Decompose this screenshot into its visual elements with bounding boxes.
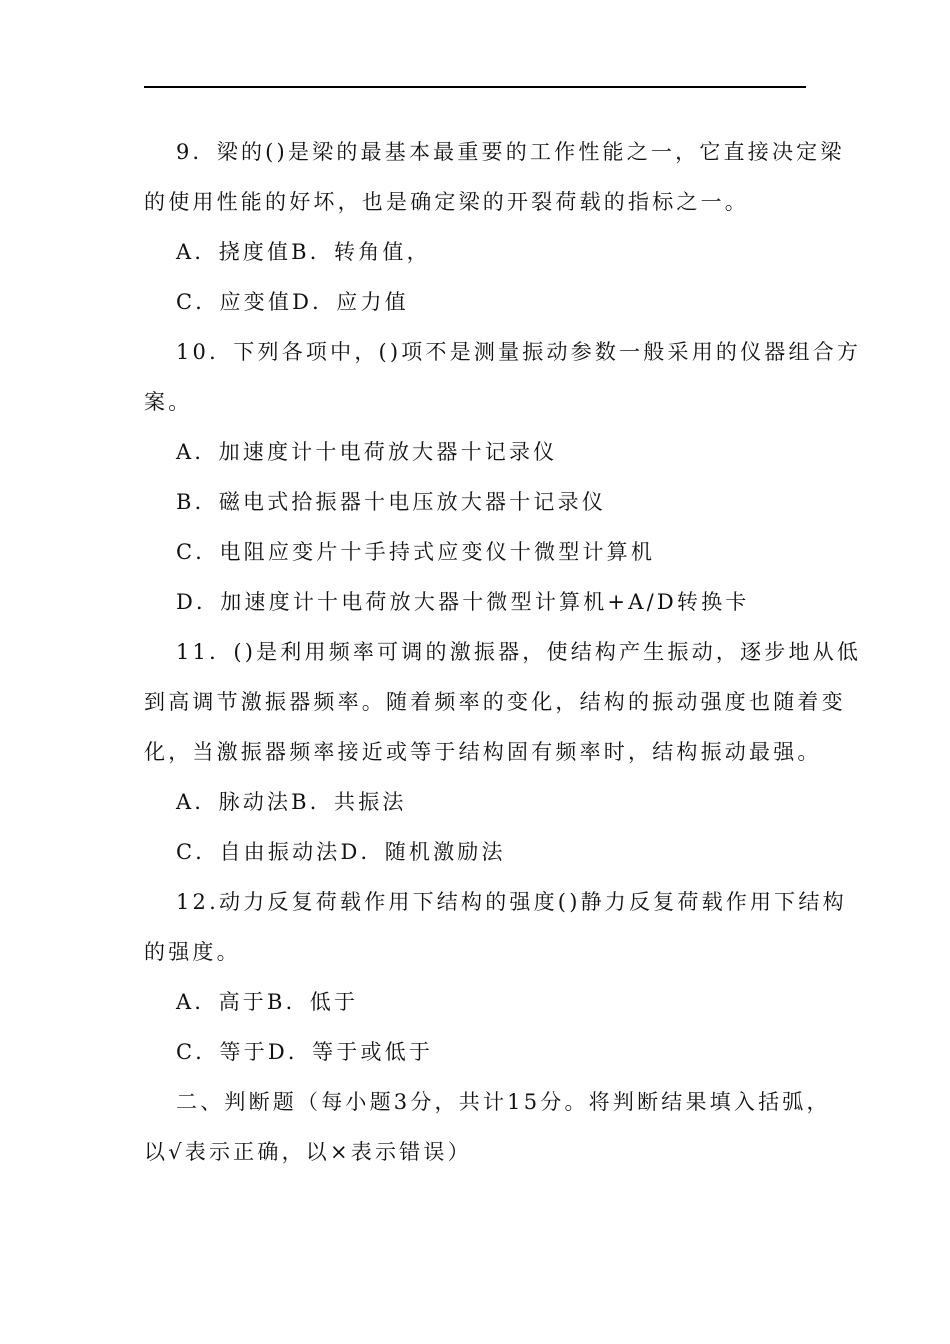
answer-option: A．高于B．低于 — [176, 990, 359, 1014]
section-heading-line: 以√表示正确，以×表示错误） — [144, 1140, 472, 1164]
header-rule — [144, 86, 806, 88]
answer-option: A．脉动法B．共振法 — [176, 790, 407, 814]
question-10 — [144, 327, 862, 627]
section-heading-line: 二、判断题（每小题3分，共计15分。将判断结果填入括弧， — [176, 1090, 831, 1114]
question-stem: 11．()是利用频率可调的激振器，使结构产生振动，逐步地从低 — [176, 640, 862, 664]
answer-option: C．自由振动法D．随机激励法 — [176, 840, 506, 864]
section-heading-true-false — [144, 1077, 831, 1177]
question-stem: 12.动力反复荷载作用下结构的强度()静力反复荷载作用下结构 — [176, 890, 847, 914]
answer-option: C．电阻应变片十手持式应变仪十微型计算机 — [176, 540, 656, 564]
question-stem: 的强度。 — [144, 940, 241, 964]
question-stem: 9．梁的()是梁的最基本最重要的工作性能之一，它直接决定梁 — [176, 140, 845, 164]
answer-option: B．磁电式拾振器十电压放大器十记录仪 — [176, 490, 607, 514]
question-11 — [144, 627, 862, 877]
answer-option: A．挠度值B．转角值， — [176, 240, 431, 264]
question-stem: 的使用性能的好坏，也是确定梁的开裂荷载的指标之一。 — [144, 190, 749, 214]
question-stem: 案。 — [144, 390, 193, 414]
answer-option: D．加速度计十电荷放大器十微型计算机+A/D转换卡 — [176, 590, 750, 614]
answer-option: C．等于D．等于或低于 — [176, 1040, 434, 1064]
question-stem: 化，当激振器频率接近或等于结构固有频率时，结构振动最强。 — [144, 740, 822, 764]
question-stem: 到高调节激振器频率。随着频率的变化，结构的振动强度也随着变 — [144, 690, 846, 714]
answer-option: C．应变值D．应力值 — [176, 290, 409, 314]
answer-option: A．加速度计十电荷放大器十记录仪 — [176, 440, 558, 464]
question-9 — [144, 127, 845, 327]
question-12 — [144, 877, 847, 1077]
question-stem: 10．下列各项中，()项不是测量振动参数一般采用的仪器组合方 — [176, 340, 862, 364]
document-body — [144, 127, 862, 1177]
